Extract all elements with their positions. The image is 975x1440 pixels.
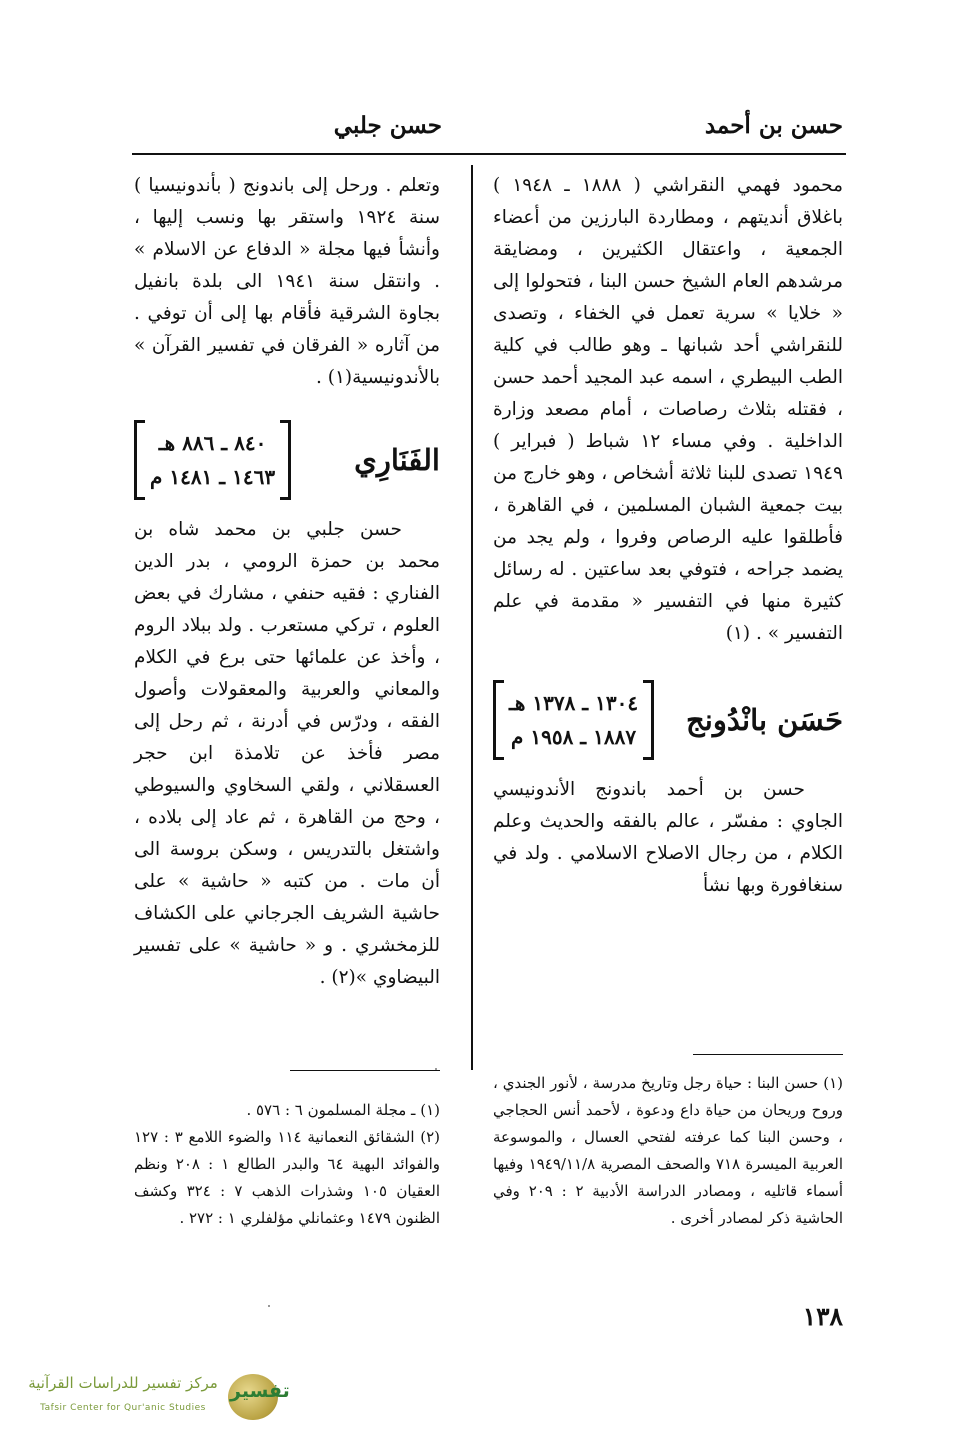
footnote-rule-right <box>693 1054 843 1055</box>
footnote-rule-left <box>290 1070 440 1071</box>
column-divider <box>471 165 473 1070</box>
footnote-2-left: (٢) الشقائق النعمانية ١١٤ والضوء اللامع ٣ : ١٢٧ والفوائد البهية ٦٤ والبدر الطالع ١ : ٢٠٨ ونظم العقيان ١٠٥ وشذرات الذهب ٧ : ٣٢٤ وكشف الظنون ١٤٧٩ وعثمانلي مؤلفلري ١ : ٢٧٢ . <box>134 1128 441 1227</box>
speck <box>268 1305 270 1307</box>
logo-english-text: Tafsir Center for Qur'anic Studies <box>40 1403 206 1413</box>
date-gregorian: ١٤٦٣ ـ ١٤٨١ م <box>150 465 276 489</box>
entry-name-bandung: حَسَن بانْدُونج <box>686 703 843 737</box>
page-number: ١٣٨ <box>802 1302 843 1331</box>
speck <box>435 1068 437 1070</box>
footnotes-right <box>493 1070 843 1232</box>
date-gregorian: ١٨٨٧ ـ ١٩٥٨ م <box>511 725 637 749</box>
entry-header-fanari <box>134 420 440 500</box>
intro-paragraph: محمود فهمي النقراشي ( ١٨٨٨ ـ ١٩٤٨ ) باغلاق أنديتهم ، ومطاردة البارزين من أعضاء الجمعية ، واعتقال الكثيرين ، ومضايقة مرشدهم العام الشيخ حسن البنا ، فتحولوا إلى « خلايا » سرية تعمل في الخفاء ، وتصدى للنقراشي أحد شبانها ـ وهو طالب في كلية الطب البيطري ، اسمه عبد المجيد أحمد حسن ، فقتله بثلاث رصاصات ، أمام مصعد وزارة الداخلية . وفي مساء ١٢ شباط ( فبراير ) ١٩٤٩ تصدى للبنا ثلاثة أشخاص ، وهو خارج من بيت جمعية الشبان المسلمين ، في القاهرة ، فأطلقوا عليه الرصاص وفروا ، ولم يجد من يضمد جراحه ، فتوفي بعد ساعتين . له رسائل كثيرة منها في التفسير « مقدمة في علم التفسير » . (١) <box>493 175 843 644</box>
date-hijri: ١٣٠٤ ـ ١٣٧٨ هـ <box>509 691 639 715</box>
running-head-right: حسن بن أحمد <box>704 112 843 139</box>
date-hijri: ٨٤٠ ـ ٨٨٦ هـ <box>158 431 267 455</box>
right-column <box>493 170 843 902</box>
footnote-1-left: (١) ـ مجلة المسلمون ٦ : ٥٧٦ . <box>246 1101 440 1119</box>
tafsir-center-logo <box>18 1370 293 1426</box>
footnotes-left <box>134 1097 440 1232</box>
entry-paragraph-fanari: حسن جلبي بن محمد شاه بن محمد بن حمزة الرومي ، بدر الدين الفناري : فقيه حنفي ، مشارك في بعض العلوم ، تركي مستعرب . ولد ببلاد الروم ، وأخذ عن علمائها حتى برع في الكلام والمعاني والعربية والمعقولات وأصول الفقه ، ودرّس في أدرنة ، ثم رحل إلى مصر فأخذ عن تلامذة ابن حجر العسقلاني ، ولقي السخاوي والسيوطي ، وحج من القاهرة ، ثم عاد إلى بلاده ، واشتغل بالتدريس ، وسكن بروسة الى أن مات . من كتبه « حاشية » على حاشية الشريف الجرجاني على الكشاف للزمخشري . و « حاشية » على تفسير البيضاوي »(٢) . <box>134 519 440 988</box>
footnote-1-right: (١) حسن البنا : حياة رجل وتاريخ مدرسة ، لأنور الجندي ، وروح وريحان من حياة داع ودعوة ، لأحمد أنس الحجاجي ، وحسن البنا كما عرفته لفتحي العسال ، والموسوعة العربية الميسرة ٧١٨ والصحف المصرية ١٩٤٩/١١/٨ وفيها أسماء قاتليه ، ومصادر الدراسة الأدبية ٢ : ٢٠٩ وفي الحاشية ذكر لمصادر أخرى . <box>493 1074 843 1227</box>
continuation-paragraph: وتعلم . ورحل إلى باندونج ( بأندونيسيا ) سنة ١٩٢٤ واستقر بها ونسب إليها ، وأنشأ فيها مجلة « الدفاع عن الاسلام » . وانتقل سنة ١٩٤١ الى بلدة بانفيل بجاوة الشرقية فأقام بها إلى أن توفي . من آثاره « الفرقان في تفسير القرآن » بالأندونيسية(١) . <box>134 175 441 388</box>
entry-paragraph-bandung: حسن بن أحمد باندونج الأندونيسي الجاوي : مفسّر ، عالم بالفقه والحديث وعلم الكلام ، من رجال الاصلاح الاسلامي . ولد في سنغافورة وبها نشأ <box>493 779 843 896</box>
entry-header-bandung <box>493 680 843 760</box>
date-box-fanari <box>134 420 291 500</box>
left-column <box>134 170 440 994</box>
logo-brand-text: تفسير <box>230 1380 290 1402</box>
entry-name-fanari: الفَنَارِي <box>354 443 440 477</box>
date-box-bandung <box>493 680 654 760</box>
header-rule <box>132 153 846 155</box>
running-head-left: حسن جلبي <box>333 112 442 139</box>
logo-arabic-text: مركز تفسير للدراسات القرآنية <box>28 1374 218 1392</box>
